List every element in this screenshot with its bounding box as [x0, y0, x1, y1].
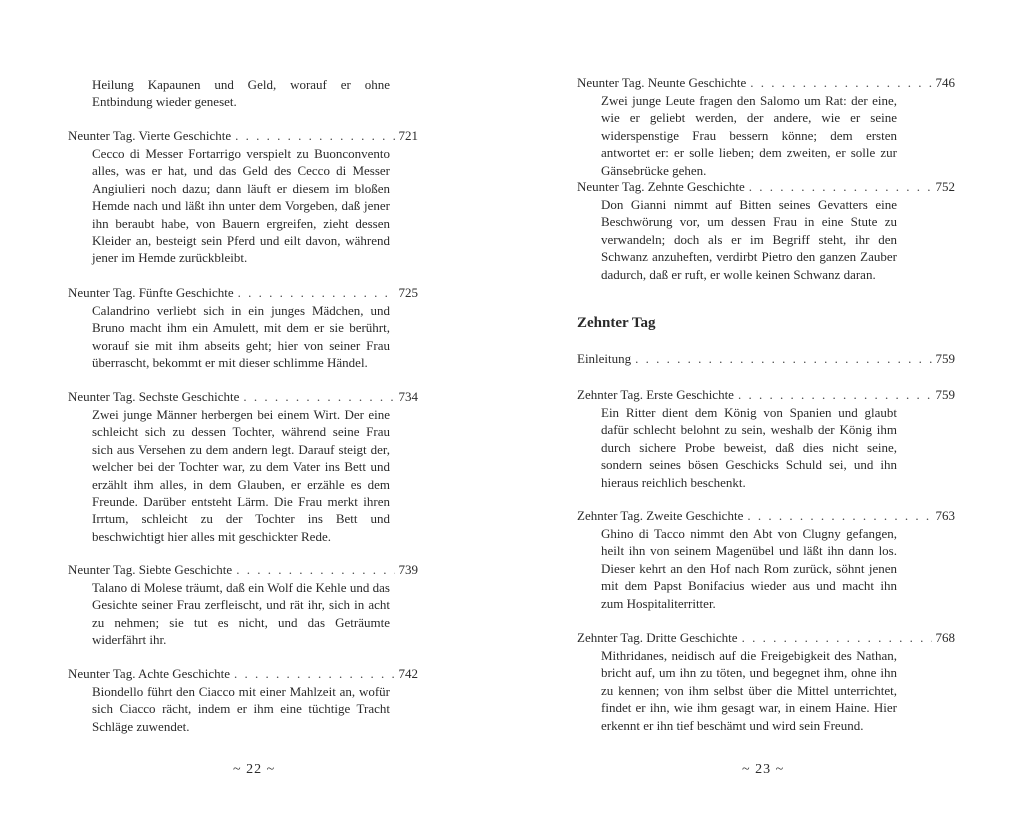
entry-summary: Zwei junge Männer herbergen bei einem Wirt. Der eine schleicht sich zu dessen Tochter, während seine Frau sich aus Versehen zu dem andern legt. Darauf steigt der, welcher bei der Tochter war, zu dem Vater ins Bett und erzählt ihm alles, in dem Glauben, er erzähle es dem Freunde. Darüber entsteht Lärm. Die Frau merkt ihren Irrtum, schleicht zu der Tochter ins Bett und beschwichtigt hier alles mit geschickter Rede.	[92, 407, 390, 544]
toc-entry	[68, 665, 418, 735]
entry-title: Zehnter Tag. Zweite Geschichte	[577, 508, 744, 523]
entry-page-number: 734	[398, 389, 418, 404]
entry-title: Einleitung	[577, 351, 632, 366]
entry-title: Zehnter Tag. Erste Geschichte	[577, 387, 734, 402]
entry-summary: Don Gianni nimmt auf Bitten seines Gevatters eine Beschwörung vor, um dessen Frau in eine Stute zu verwandeln; doch als er im Begriff steht, ihr den Schwanz anzuheften, verdirbt Pietro den ganzen Zauber dadurch, daß er ruft, er wolle keinen Schwanz daran.	[601, 197, 897, 282]
entry-title: Neunter Tag. Zehnte Geschichte	[577, 179, 745, 194]
entry-summary: Cecco di Messer Fortarrigo verspielt zu Buonconvento alles, was er hat, und das Geld des Cecco di Messer Angiulieri noch dazu; dann läuft er diesem im bloßen Hemde nach und läßt ihn unter dem Vorgeben, daß jener ihn beraubt habe, von Bauern ergreifen, zieht dessen Kleider an, besteigt sein Pferd und eilt davon, während jener im Hemde zurückbleibt.	[92, 146, 390, 266]
toc-entry-intro	[577, 350, 955, 367]
toc-entry	[577, 178, 955, 283]
section-heading: Zehnter Tag	[577, 315, 656, 331]
entry-summary: Calandrino verliebt sich in ein junges Mädchen, und Bruno macht ihm ein Amulett, mit dem er sie berührt, worauf sie mit ihm abseits geht; hier von seiner Frau überrascht, bekommt er mit dieser schlimme Händel.	[92, 303, 390, 371]
entry-title: Neunter Tag. Vierte Geschichte	[68, 128, 232, 143]
toc-entry	[68, 561, 418, 649]
entry-summary: Mithridanes, neidisch auf die Freigebigkeit des Nathan, bricht auf, um ihn zu töten, und begegnet ihm, ohne ihn zu kennen; von ihm selbst über die Mittel unterrichtet, findet er ihn, wie ihm gesagt war, in einem Haine. Hier erkennt er ihn tief beschämt und wird sein Freund.	[601, 648, 897, 733]
toc-entry	[68, 284, 418, 372]
entry-page-number: 759	[935, 351, 955, 366]
entry-title: Neunter Tag. Siebte Geschichte	[68, 562, 233, 577]
toc-entry	[577, 74, 955, 179]
entry-page-number: 725	[398, 285, 418, 300]
entry-summary: Zwei junge Leute fragen den Salomo um Rat: der eine, wie er geliebt werden, der andere, wie er seine widerspenstige Frau bessern könne; dem ersten antwortet er: er solle lieben; dem zweiten, er solle zur Gänsebrücke gehen.	[601, 93, 897, 178]
leader-dots	[234, 665, 394, 682]
entry-page-number: 742	[398, 666, 418, 681]
entry-title: Neunter Tag. Sechste Geschichte	[68, 389, 240, 404]
leader-dots	[238, 284, 395, 301]
toc-entry	[577, 629, 955, 734]
entry-title: Neunter Tag. Neunte Geschichte	[577, 75, 747, 90]
entry-page-number: 759	[935, 387, 955, 402]
entry-page-number: 739	[398, 562, 418, 577]
page-number-folio: ~ 22 ~	[233, 762, 276, 777]
entry-page-number: 752	[935, 179, 955, 194]
toc-entry	[68, 127, 418, 267]
continuation-block	[68, 76, 418, 111]
entry-summary: Heilung Kapaunen und Geld, worauf er ohne Entbindung wieder geneset.	[92, 77, 390, 110]
toc-entry	[68, 388, 418, 545]
leader-dots	[236, 561, 394, 578]
leader-dots	[747, 507, 931, 524]
right-page	[577, 0, 955, 832]
left-page	[68, 0, 418, 832]
toc-entry	[577, 507, 955, 612]
leader-dots	[635, 350, 931, 367]
entry-summary: Ein Ritter dient dem König von Spanien und glaubt dafür schlecht belohnt zu sein, weshalb der König ihm durch sichere Probe beweist, daß dies nicht seine, sondern seines bösen Geschicks Schuld sei, und ihn hieraus reichlich beschenkt.	[601, 405, 897, 490]
toc-entry	[577, 386, 955, 491]
entry-page-number: 721	[398, 128, 418, 143]
leader-dots	[742, 629, 932, 646]
entry-title: Neunter Tag. Fünfte Geschichte	[68, 285, 234, 300]
entry-page-number: 746	[935, 75, 955, 90]
entry-page-number: 763	[935, 508, 955, 523]
leader-dots	[750, 74, 931, 91]
leader-dots	[243, 388, 394, 405]
entry-summary: Talano di Molese träumt, daß ein Wolf die Kehle und das Gesichte seiner Frau zerfleischt, und rät ihr, sich in acht zu nehmen; sie tut es nicht, und das Geträumte widerfährt ihr.	[92, 580, 390, 648]
leader-dots	[235, 127, 394, 144]
entry-summary: Ghino di Tacco nimmt den Abt von Clugny gefangen, heilt ihn von seinem Magenübel und läßt ihn dann los. Dieser kehrt an den Hof nach Rom zurück, söhnt jenen mit dem Papst Bonifacius wieder aus und macht ihn zum Hospitaliterritter.	[601, 526, 897, 611]
entry-title: Neunter Tag. Achte Geschichte	[68, 666, 231, 681]
entry-title: Zehnter Tag. Dritte Geschichte	[577, 630, 738, 645]
page-number-folio: ~ 23 ~	[742, 762, 785, 777]
entry-page-number: 768	[935, 630, 955, 645]
entry-summary: Biondello führt den Ciacco mit einer Mahlzeit an, wofür sich Ciacco rächt, indem er ihm eine tüchtige Tracht Schläge zuwendet.	[92, 684, 390, 734]
leader-dots	[738, 386, 932, 403]
leader-dots	[749, 178, 932, 195]
